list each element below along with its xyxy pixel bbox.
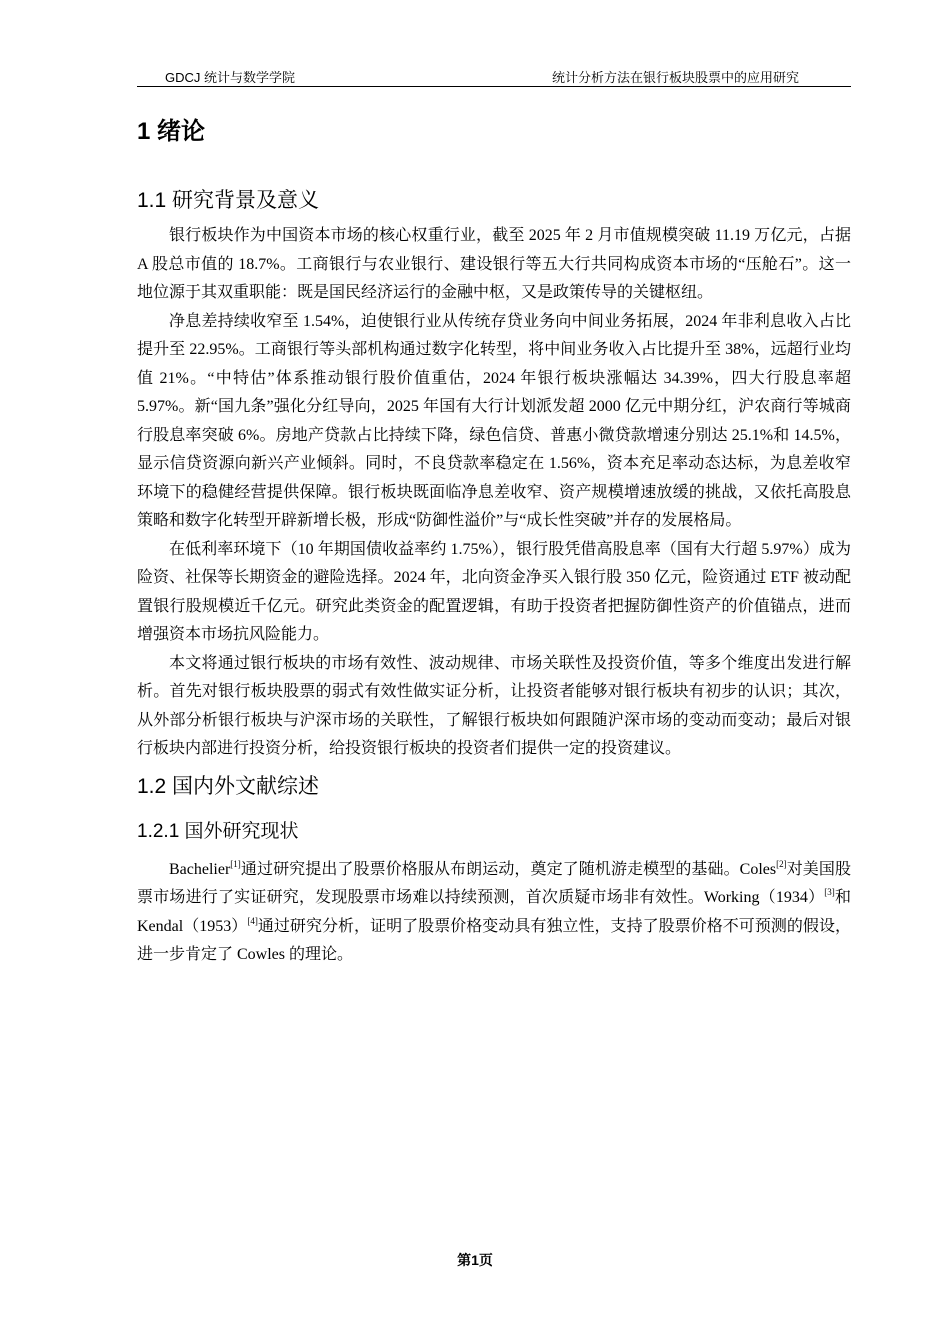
paragraph-background-2: 净息差持续收窄至 1.54%，迫使银行业从传统存贷业务向中间业务拓展，2024 年非利息收入占比提升至 22.95%。工商银行等头部机构通过数字化转型，将中间业务收入占比提升至 38%，远超行业均值 21%。“中特估”体系推动银行股价值重估，2024 年银行板块涨幅达 34.39%，四大行股息率超 5.97%。新“国九条”强化分红导向，2025 年国有大行计划派发超 2000 亿元中期分红，沪农商行等城商行股息率突破 6%。房地产贷款占比持续下降，绿色信贷、普惠小微贷款增速分别达 25.1%和 14.5%，显示信贷资源向新兴产业倾斜。同时，不良贷款率稳定在 1.56%，资本充足率动态达标，为息差收窄环境下的稳健经营提供保障。银行板块既面临净息差收窄、资产规模增速放缓的挑战，又依托高股息策略和数字化转型开辟新增长极，形成“防御性溢价”与“成长性突破”并存的发展格局。: [137, 312, 851, 529]
citation-ref-2[interactable]: [2]: [776, 858, 787, 869]
page-number: 第1页: [457, 1252, 493, 1268]
text-run: 和 Kendal（1953）: [137, 889, 851, 935]
page-body: [137, 112, 851, 970]
header-paper-title: 统计分析方法在银行板块股票中的应用研究: [551, 70, 799, 85]
subsection-title-1-2-1: 1.2.1 国外研究现状: [137, 820, 299, 842]
paragraph-background-3: 在低利率环境下（10 年期国债收益率约 1.75%），银行股凭借高股息率（国有大行超 5.97%）成为险资、社保等长期资金的避险选择。2024 年，北向资金净买入银行股 350 亿元，险资通过 ETF 被动配置银行股规模近千亿元。研究此类资金的配置逻辑，有助于投资者把握防御性资产的价值锚点，进而增强资本市场抗风险能力。: [137, 540, 851, 643]
paragraph-foreign-research: [137, 856, 851, 970]
text-run: 对美国股票市场进行了实证研究，发现股票市场难以持续预测，首次质疑市场非有效性。Working（1934）: [137, 860, 851, 906]
section-title-1-2: 1.2 国内外文献综述: [137, 774, 320, 798]
page-header: [137, 66, 851, 87]
text-run: Bachelier: [169, 860, 231, 878]
citation-ref-3[interactable]: [3]: [824, 887, 835, 897]
chapter-title: 1 绪论: [137, 118, 206, 145]
text-run: 通过研究分析，证明了股票价格变动具有独立性，支持了股票价格不可预测的假设，进一步肯定了 Cowles 的理论。: [137, 917, 851, 963]
section-title-1-1: 1.1 研究背景及意义: [137, 189, 320, 212]
paragraph-background-4: 本文将通过银行板块的市场有效性、波动规律、市场关联性及投资价值，等多个维度出发进行解析。首先对银行板块股票的弱式有效性做实证分析，让投资者能够对银行板块有初步的认识；其次，从外部分析银行板块与沪深市场的关联性，了解银行板块如何跟随沪深市场的变动而变动；最后对银行板块内部进行投资分析，给投资银行板块的投资者们提供一定的投资建议。: [137, 654, 851, 757]
header-institution: GDCJ 统计与数学学院: [165, 70, 296, 85]
citation-ref-1[interactable]: [1]: [230, 858, 241, 869]
citation-ref-4[interactable]: [4]: [247, 915, 258, 926]
text-run: 通过研究提出了股票价格服从布朗运动，奠定了随机游走模型的基础。Coles: [240, 860, 777, 878]
paragraph-background-1: 银行板块作为中国资本市场的核心权重行业，截至 2025 年 2 月市值规模突破 11.19 万亿元，占据 A 股总市值的 18.7%。工商银行与农业银行、建设银行等五大行共同构成资本市场的“压舱石”。这一地位源于其双重职能：既是国民经济运行的金融中枢，又是政策传导的关键枢纽。: [137, 227, 851, 301]
